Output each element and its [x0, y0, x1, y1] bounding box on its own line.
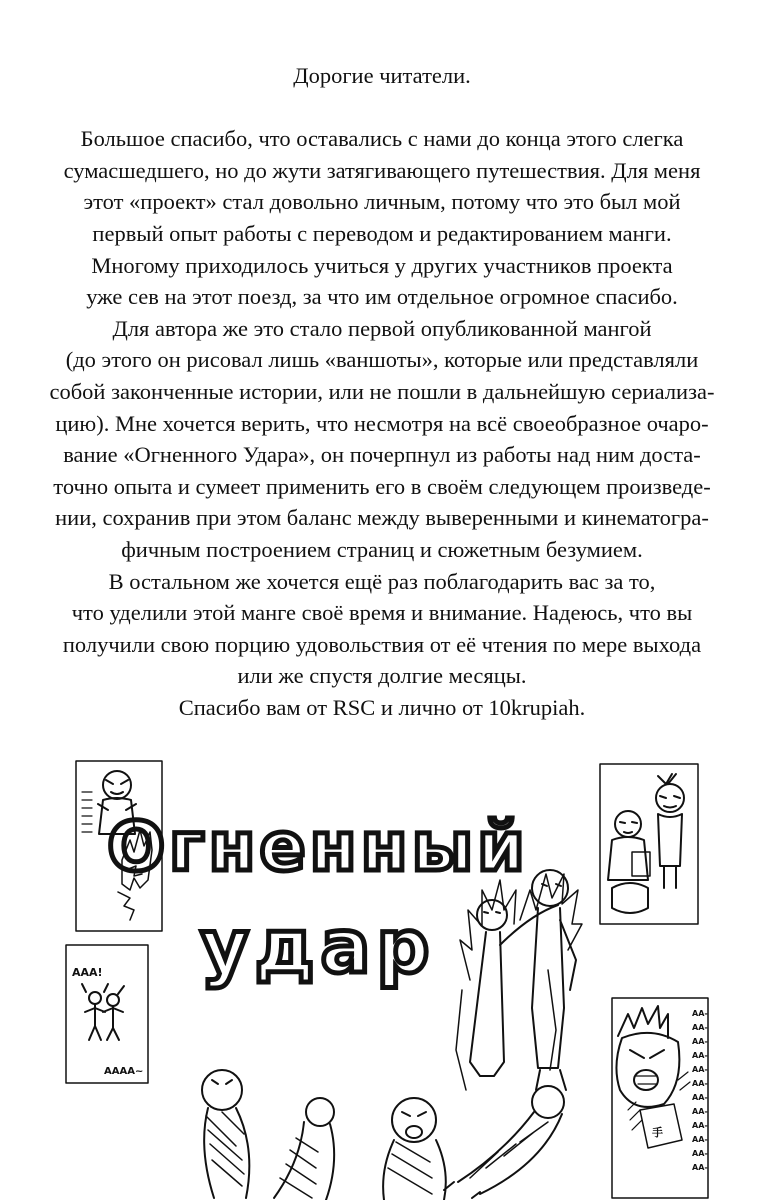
- flaming-figures: [456, 870, 582, 1090]
- aa-label: AA-: [692, 1079, 708, 1088]
- letter-line: Многому приходилось учиться у других участников проекта: [91, 252, 673, 278]
- title-line-2: удар: [200, 904, 436, 990]
- letter-line: этот «проект» стал довольно личным, потому что это был мой: [83, 189, 681, 215]
- letter-line: сумасшедшего, но до жути затягивающего путешествия. Для меня: [63, 157, 701, 183]
- letter-line: нии, сохранив при этом баланс между выверенными и кинематогра-: [55, 505, 709, 531]
- manga-panel-top-right: [600, 764, 698, 924]
- hand-kanji: 手: [652, 1126, 663, 1139]
- scream-text-long: AAAA~: [104, 1066, 144, 1077]
- letter-line: уже сев на этот поезд, за что им отдельное огромное спасибо.: [86, 284, 678, 310]
- aa-label: AA-: [692, 1121, 708, 1130]
- collapsed-figures: [202, 1070, 564, 1200]
- aa-label: AA-: [692, 1051, 708, 1060]
- aa-label: AA-: [692, 1065, 708, 1074]
- letter-line: вание «Огненного Удара», он почерпнул из работы над ним доста-: [63, 442, 701, 468]
- aa-label: AA-: [692, 1107, 708, 1116]
- letter-line: В остальном же хочется ещё раз поблагодарить вас за то,: [108, 568, 656, 594]
- aa-label: AA-: [692, 1037, 708, 1046]
- doodle-canvas: [0, 740, 764, 1200]
- afterword-letter: [20, 60, 744, 723]
- letter-line: или же спустя долгие месяцы.: [237, 663, 527, 689]
- letter-line: первый опыт работы с переводом и редактированием манги.: [92, 220, 672, 246]
- aa-label: AA-: [692, 1149, 708, 1158]
- aa-column: [692, 1009, 708, 1172]
- letter-line: получили свою порцию удовольствия от её чтения по мере выхода: [62, 631, 702, 657]
- paragraph-gap: [20, 92, 744, 124]
- aa-label: AA-: [692, 1135, 708, 1144]
- scream-text-short: AAA!: [72, 966, 103, 979]
- letter-line: фичным построением страниц и сюжетным безумием.: [121, 536, 643, 562]
- letter-line: цию). Мне хочется верить, что несмотря на всё своеобразное очаро-: [55, 410, 709, 436]
- doodle-illustration: [0, 740, 764, 1200]
- aa-label: AA-: [692, 1023, 708, 1032]
- aa-label: AA-: [692, 1163, 708, 1172]
- letter-signature: Спасибо вам от RSC и лично от 10krupiah.: [178, 694, 586, 720]
- letter-line: точно опыта и сумеет применить его в своём следующем произведе-: [53, 473, 711, 499]
- letter-line: Для автора же это стало первой опубликованной мангой: [112, 315, 652, 341]
- title-line-1: Огненный: [107, 808, 529, 887]
- letter-line: собой законченные истории, или не пошли в дальнейшую сериализа-: [49, 378, 715, 404]
- letter-line: Большое спасибо, что оставались с нами до конца этого слегка: [80, 126, 684, 152]
- aa-label: AA-: [692, 1093, 708, 1102]
- letter-line: (до этого он рисовал лишь «ваншоты», которые или представляли: [65, 347, 699, 373]
- letter-greeting: Дорогие читатели.: [293, 63, 471, 88]
- aa-label: AA-: [692, 1009, 708, 1018]
- letter-line: что уделили этой манге своё время и внимание. Надеюсь, что вы: [71, 600, 693, 626]
